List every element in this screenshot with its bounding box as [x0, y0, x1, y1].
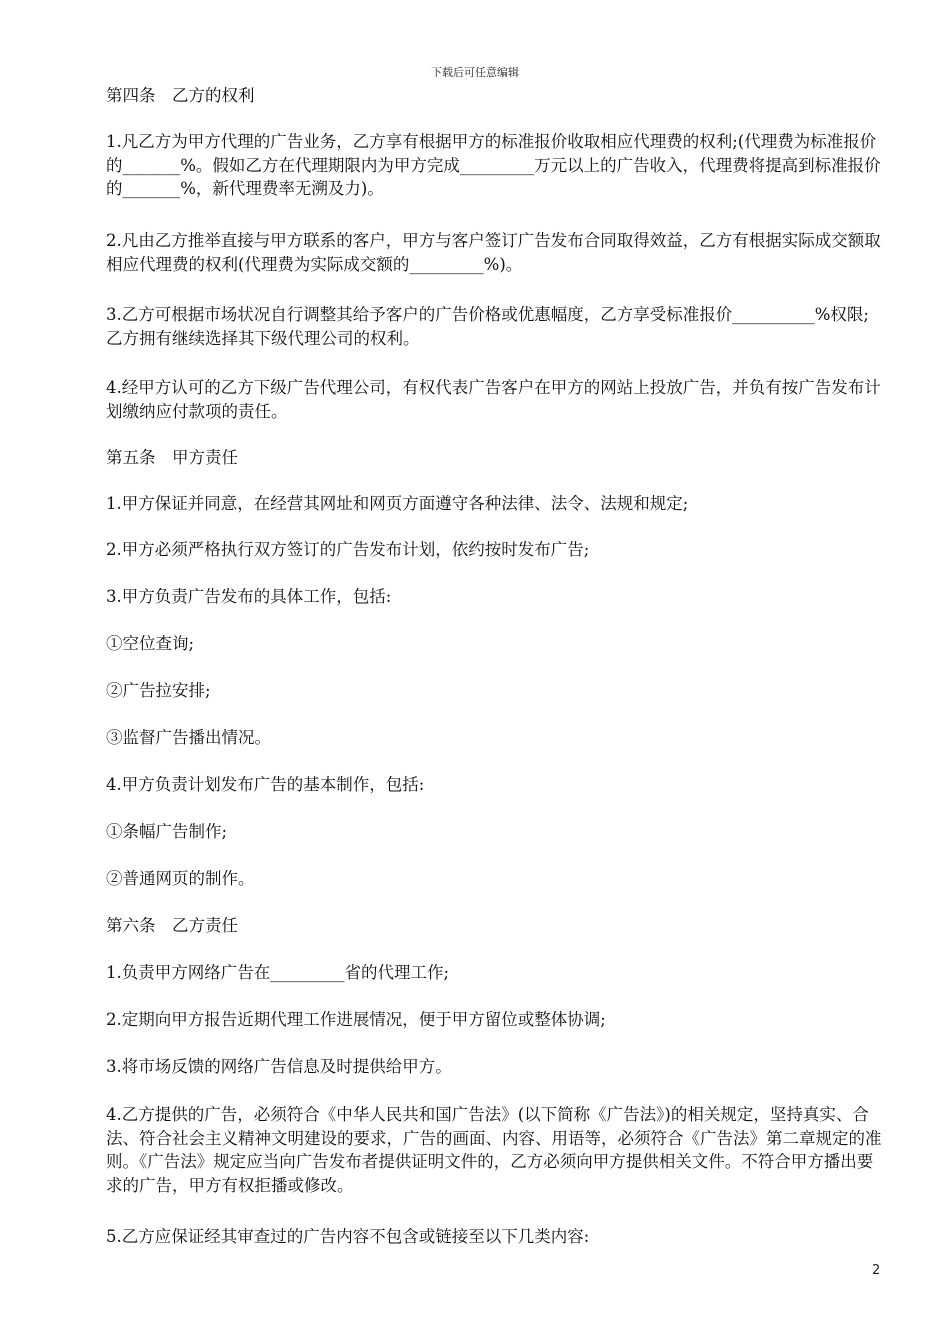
list-item — [106, 679, 884, 703]
article-6-title — [106, 914, 884, 938]
list-item-text: ①条幅广告制作; — [106, 822, 228, 841]
list-item-text: ②广告拉安排; — [106, 681, 211, 700]
article-6-clause-5 — [106, 1225, 884, 1249]
article-4-clause-1 — [106, 130, 884, 201]
clause-text: 1.负责甲方网络广告在_________省的代理工作; — [106, 963, 450, 982]
article-4-clause-2 — [106, 229, 884, 276]
article-5-clause-4 — [106, 773, 884, 797]
article-4-title — [106, 84, 884, 108]
article-title: 第五条 甲方责任 — [106, 448, 238, 467]
clause-text: 1.甲方保证并同意，在经营其网址和网页方面遵守各种法律、法令、法规和规定; — [106, 494, 689, 513]
list-item — [106, 726, 884, 750]
article-title: 第四条 乙方的权利 — [106, 86, 255, 105]
clause-text: 3.将市场反馈的网络广告信息及时提供给甲方。 — [106, 1057, 452, 1076]
article-4-clause-4 — [106, 376, 884, 423]
article-5-title — [106, 446, 884, 470]
header-note: 下载后可任意编辑 — [431, 66, 519, 79]
list-item-text: ③监督广告播出情况。 — [106, 728, 271, 747]
list-item — [106, 867, 884, 891]
article-6-clause-2 — [106, 1008, 884, 1032]
list-item — [106, 820, 884, 844]
list-item-text: ①空位查询; — [106, 634, 195, 653]
clause-text: 3.乙方可根据市场状况自行调整其给予客户的广告价格或优惠幅度，乙方享受标准报价__________%权限;乙方拥有继续选择其下级代理公司的权利。 — [106, 305, 869, 348]
page-number: 2 — [872, 1263, 881, 1278]
article-5-clause-3 — [106, 585, 884, 609]
article-title: 第六条 乙方责任 — [106, 916, 238, 935]
clause-text: 1.凡乙方为甲方代理的广告业务，乙方享有根据甲方的标准报价收取相应代理费的权利;(代理费为标准报价的_______%。假如乙方在代理期限内为甲方完成_________万元以上的广告收入，代理费将提高到标准报价的_______%，新代理费率无溯及力)。 — [106, 132, 881, 198]
article-5-clause-2 — [106, 538, 884, 562]
clause-text: 3.甲方负责广告发布的具体工作，包括: — [106, 587, 392, 606]
clause-text: 4.经甲方认可的乙方下级广告代理公司，有权代表广告客户在甲方的网站上投放广告，并负有按广告发布计划缴纳应付款项的责任。 — [106, 378, 881, 421]
article-4-clause-3 — [106, 303, 884, 350]
clause-text: 4.甲方负责计划发布广告的基本制作，包括: — [106, 775, 425, 794]
clause-text: 5.乙方应保证经其审查过的广告内容不包含或链接至以下几类内容: — [106, 1227, 590, 1246]
article-6-clause-3 — [106, 1055, 884, 1079]
article-6-clause-1 — [106, 961, 884, 985]
list-item — [106, 632, 884, 656]
article-6-clause-4 — [106, 1103, 884, 1197]
clause-text: 2.定期向甲方报告近期代理工作进展情况，便于甲方留位或整体协调; — [106, 1010, 606, 1029]
clause-text: 2.凡由乙方推举直接与甲方联系的客户，甲方与客户签订广告发布合同取得效益，乙方有根据实际成交额取相应代理费的权利(代理费为实际成交额的_________%)。 — [106, 231, 881, 274]
clause-text: 2.甲方必须严格执行双方签订的广告发布计划，依约按时发布广告; — [106, 540, 590, 559]
clause-text: 4.乙方提供的广告，必须符合《中华人民共和国广告法》(以下简称《广告法》)的相关规定，坚持真实、合法、符合社会主义精神文明建设的要求，广告的画面、内容、用语等，必须符合《广告法》第二章规定的准则。《广告法》规定应当向广告发布者提供证明文件的，乙方必须向甲方提供相关文件。不符合甲方播出要求的广告，甲方有权拒播或修改。 — [106, 1105, 882, 1195]
list-item-text: ②普通网页的制作。 — [106, 869, 255, 888]
article-5-clause-1 — [106, 492, 884, 516]
